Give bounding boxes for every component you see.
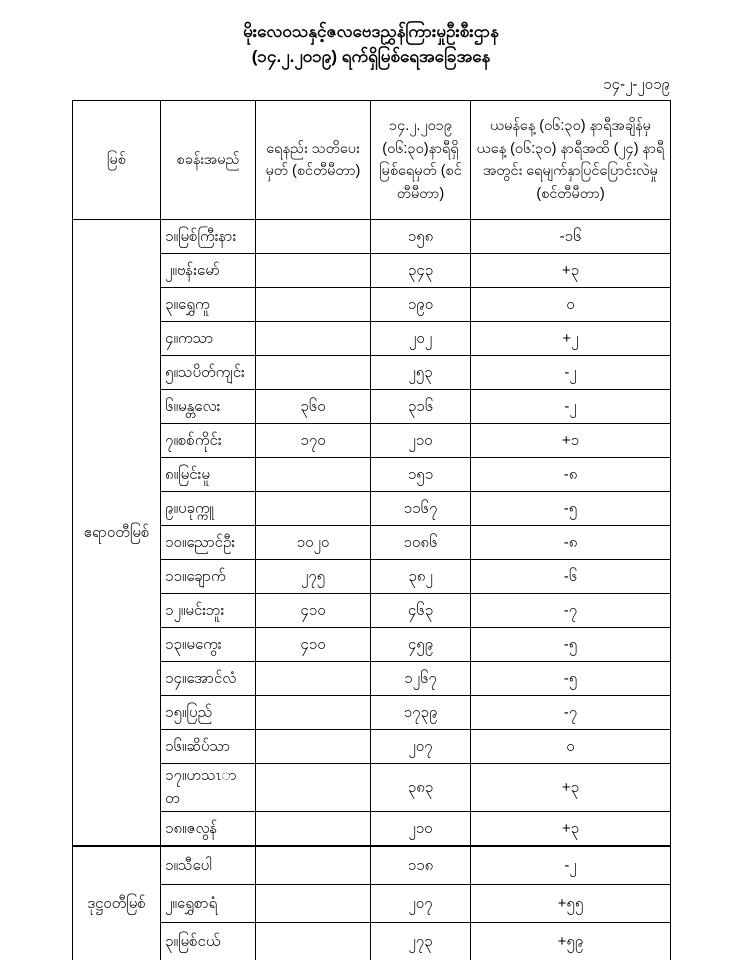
change-cell: ၀ xyxy=(471,730,671,764)
change-cell: +၃ xyxy=(471,254,671,288)
change-cell: +၂ xyxy=(471,322,671,356)
change-cell: -၇ xyxy=(471,594,671,628)
station-name-cell: ၁၀။ညောင်ဦး xyxy=(161,526,256,560)
warning-level-cell xyxy=(256,322,371,356)
water-level-cell: ၁၁၈ xyxy=(371,846,471,885)
table-row xyxy=(73,846,671,885)
warning-level-cell xyxy=(256,696,371,730)
river-group-label: ဧရာဝတီမြစ် xyxy=(73,220,161,847)
warning-level-cell: ၄၁၀ xyxy=(256,594,371,628)
table-row xyxy=(73,560,671,594)
station-name-cell: ၃။ရွှေကူ xyxy=(161,288,256,322)
document-title: မိုးလေဝသနှင့်ဇလဗေဒညွှန်ကြားမှုဦးစီးဌာန xyxy=(243,22,499,41)
station-name-cell: ၂။ရွှေစာရံ xyxy=(161,885,256,923)
water-level-cell: ၁၁၆၇ xyxy=(371,492,471,526)
change-cell: -၈ xyxy=(471,526,671,560)
change-cell: +၅၉ xyxy=(471,923,671,960)
station-name-cell: ၁၆။ဆိပ်သာ xyxy=(161,730,256,764)
change-cell: -၅ xyxy=(471,628,671,662)
table-row xyxy=(73,696,671,730)
table-row xyxy=(73,254,671,288)
table-row xyxy=(73,492,671,526)
document-subtitle: (၁၄.၂.၂၀၁၉) ရက်ရှိမြစ်ရေအခြေအနေ xyxy=(251,46,491,66)
warning-level-cell: ၁၇၀ xyxy=(256,424,371,458)
table-row xyxy=(73,288,671,322)
warning-level-cell xyxy=(256,730,371,764)
warning-level-cell: ၁၀၂၀ xyxy=(256,526,371,560)
warning-level-cell xyxy=(256,288,371,322)
station-name-cell: ၁၄။အောင်လံ xyxy=(161,662,256,696)
station-name-cell: ၁၈။ဇလွန် xyxy=(161,812,256,847)
river-group-dokhtawady xyxy=(73,846,671,960)
table-row xyxy=(73,923,671,960)
table-row xyxy=(73,730,671,764)
water-level-cell: ၂၀၂ xyxy=(371,322,471,356)
warning-level-cell xyxy=(256,356,371,390)
table-row xyxy=(73,220,671,254)
warning-level-cell: ၄၁၀ xyxy=(256,628,371,662)
col-header-warning-level: ရေနည်း သတိပေးမှတ် (စင်တီမီတာ) xyxy=(256,101,371,220)
station-name-cell: ၇။စစ်ကိုင်း xyxy=(161,424,256,458)
change-cell: -၅ xyxy=(471,662,671,696)
water-level-cell: ၃၄၃ xyxy=(371,254,471,288)
col-header-water-level: ၁၄.၂.၂၀၁၉ (၀၆:၃၀)နာရီရှိ မြစ်ရေမှတ် (စင်တီမီတာ) xyxy=(371,101,471,220)
station-name-cell: ၃။မြစ်ငယ် xyxy=(161,923,256,960)
water-level-cell: ၁၂၆၇ xyxy=(371,662,471,696)
water-level-cell: ၂၅၃ xyxy=(371,356,471,390)
table-row xyxy=(73,764,671,812)
water-level-cell: ၂၀၇ xyxy=(371,885,471,923)
water-level-cell: ၂၁၀ xyxy=(371,424,471,458)
warning-level-cell xyxy=(256,885,371,923)
change-cell: -၈ xyxy=(471,458,671,492)
river-group-ayeyarwady xyxy=(73,220,671,847)
table-row xyxy=(73,356,671,390)
warning-level-cell xyxy=(256,458,371,492)
station-name-cell: ၁၁။ချောက် xyxy=(161,560,256,594)
report-date: ၁၄-၂-၂၀၁၉ xyxy=(603,76,670,94)
change-cell: -၂ xyxy=(471,356,671,390)
warning-level-cell xyxy=(256,254,371,288)
table-row xyxy=(73,458,671,492)
change-cell: +၃ xyxy=(471,764,671,812)
warning-level-cell xyxy=(256,220,371,254)
water-level-cell: ၃၁၆ xyxy=(371,390,471,424)
water-level-cell: ၄၅၉ xyxy=(371,628,471,662)
warning-level-cell xyxy=(256,846,371,885)
warning-level-cell xyxy=(256,812,371,847)
table-row xyxy=(73,628,671,662)
water-level-cell: ၄၆၃ xyxy=(371,594,471,628)
station-name-cell: ၁၃။မကွေး xyxy=(161,628,256,662)
warning-level-cell xyxy=(256,764,371,812)
water-level-cell: ၁၅၈ xyxy=(371,220,471,254)
warning-level-cell xyxy=(256,923,371,960)
station-name-cell: ၁၇။ဟသၤာတ xyxy=(161,764,256,812)
station-name-cell: ၁။မြစ်ကြီးနား xyxy=(161,220,256,254)
station-name-cell: ၅။သပိတ်ကျင်း xyxy=(161,356,256,390)
water-level-cell: ၁၅၁ xyxy=(371,458,471,492)
station-name-cell: ၁၂။မင်းဘူး xyxy=(161,594,256,628)
change-cell: ၀ xyxy=(471,288,671,322)
water-level-cell: ၂၇၃ xyxy=(371,923,471,960)
change-cell: -၁၆ xyxy=(471,220,671,254)
table-row xyxy=(73,662,671,696)
table-row xyxy=(73,812,671,847)
water-level-cell: ၁၀၈၆ xyxy=(371,526,471,560)
water-level-cell: ၁၇၃၉ xyxy=(371,696,471,730)
table-row xyxy=(73,885,671,923)
river-water-level-table xyxy=(72,100,671,960)
col-header-river: မြစ် xyxy=(73,101,161,220)
warning-level-cell xyxy=(256,492,371,526)
table-row xyxy=(73,424,671,458)
table-row xyxy=(73,322,671,356)
station-name-cell: ၄။ကသာ xyxy=(161,322,256,356)
water-level-cell: ၂၁၀ xyxy=(371,812,471,847)
station-name-cell: ၆။မန္တလေး xyxy=(161,390,256,424)
station-name-cell: ၂။ဗန်းမော် xyxy=(161,254,256,288)
water-level-cell: ၃၈၂ xyxy=(371,560,471,594)
station-name-cell: ၈။မြင်းမူ xyxy=(161,458,256,492)
water-level-cell: ၁၉၀ xyxy=(371,288,471,322)
warning-level-cell: ၃၆၀ xyxy=(256,390,371,424)
col-header-change: ယမန်နေ့ (၀၆:၃၀) နာရီအချိန်မှ ယနေ့ (၀၆:၃၀) နာရီအထိ (၂၄) နာရီအတွင်း ရေမျက်နှာပြင်ပြောင်းလဲမှု (စင်တီမီတာ) xyxy=(471,101,671,220)
river-group-label: ဒုဋ္ဌဝတီမြစ် xyxy=(73,846,161,960)
change-cell: -၇ xyxy=(471,696,671,730)
change-cell: -၂ xyxy=(471,846,671,885)
change-cell: +၁ xyxy=(471,424,671,458)
warning-level-cell: ၂၇၅ xyxy=(256,560,371,594)
change-cell: -၅ xyxy=(471,492,671,526)
table-row xyxy=(73,390,671,424)
water-level-cell: ၂၀၇ xyxy=(371,730,471,764)
change-cell: +၅၅ xyxy=(471,885,671,923)
table-row xyxy=(73,526,671,560)
change-cell: +၃ xyxy=(471,812,671,847)
col-header-station: စခန်းအမည် xyxy=(161,101,256,220)
station-name-cell: ၁။သီပေါ xyxy=(161,846,256,885)
station-name-cell: ၁၅။ပြည် xyxy=(161,696,256,730)
change-cell: -၆ xyxy=(471,560,671,594)
water-level-cell: ၃၈၃ xyxy=(371,764,471,812)
table-header-row xyxy=(73,101,671,220)
change-cell: -၂ xyxy=(471,390,671,424)
table-row xyxy=(73,594,671,628)
warning-level-cell xyxy=(256,662,371,696)
station-name-cell: ၉။ပခုက္ကူ xyxy=(161,492,256,526)
